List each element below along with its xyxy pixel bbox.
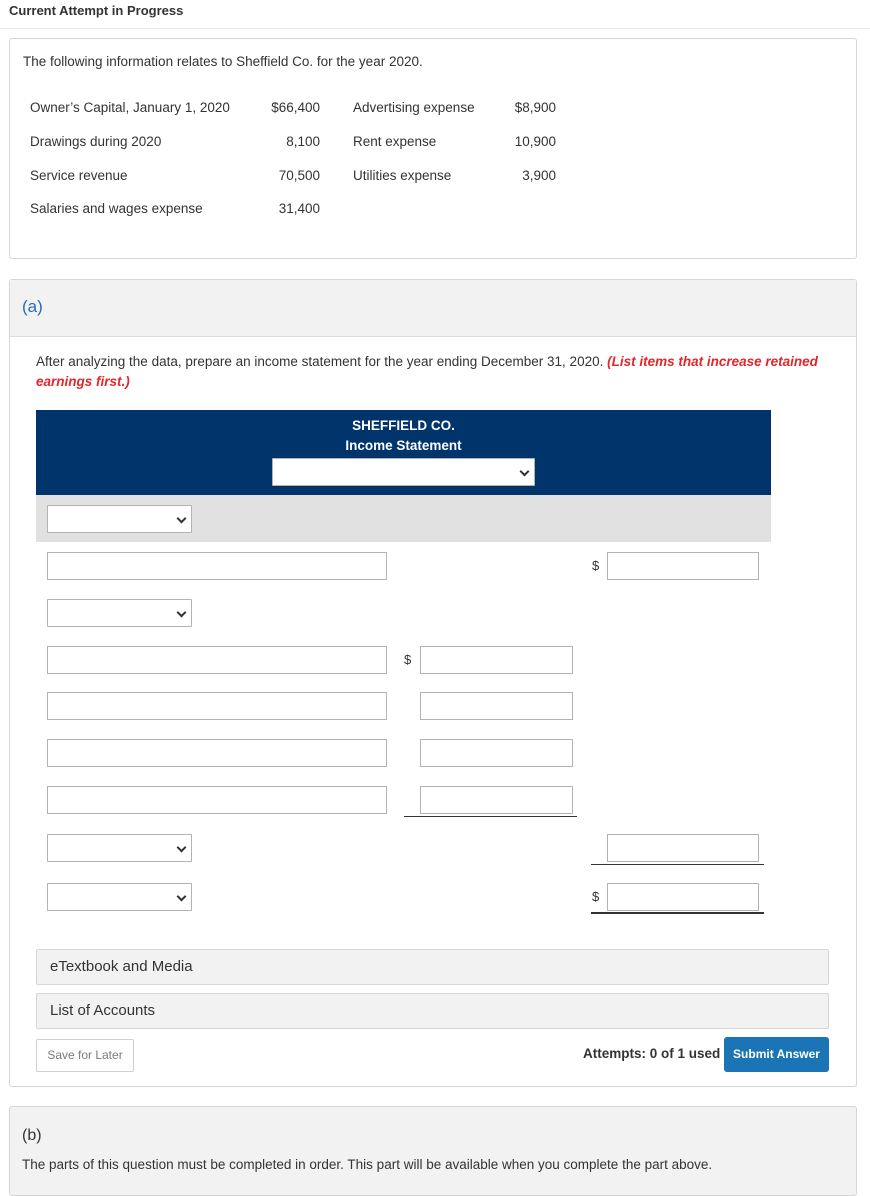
- amount-input-2[interactable]: [420, 646, 573, 674]
- item-value-utilities: 3,900: [522, 168, 556, 183]
- item-value-advertising: $8,900: [514, 100, 556, 115]
- problem-intro: The following information relates to Sheffield Co. for the year 2020.: [23, 54, 423, 69]
- account-input-2[interactable]: [47, 646, 387, 674]
- instruction-note: (List items that increase retained earnings first.): [36, 354, 818, 389]
- item-label-salaries: Salaries and wages expense: [30, 201, 203, 216]
- statement-company: SHEFFIELD CO.: [352, 418, 455, 433]
- chevron-down-icon: [177, 608, 187, 618]
- item-label-drawings: Drawings during 2020: [30, 134, 162, 149]
- submit-answer-button[interactable]: Submit Answer: [724, 1037, 829, 1072]
- chevron-down-icon: [177, 514, 187, 524]
- item-value-service-revenue: 70,500: [278, 168, 320, 183]
- item-value-owners-capital: $66,400: [271, 100, 320, 115]
- double-underline: [591, 912, 764, 914]
- attempts-counter: Attempts: 0 of 1 used: [583, 1046, 721, 1061]
- currency-symbol: $: [592, 889, 600, 904]
- header-divider: [0, 28, 870, 29]
- part-b-message: The parts of this question must be completed in order. This part will be available when you complete the part above.: [22, 1157, 713, 1172]
- account-input-1[interactable]: [47, 552, 387, 580]
- amount-input-4[interactable]: [420, 739, 573, 767]
- chevron-down-icon: [520, 467, 530, 477]
- period-select[interactable]: [272, 458, 535, 486]
- chevron-down-icon: [177, 892, 187, 902]
- amount-input-3[interactable]: [420, 692, 573, 720]
- item-value-drawings: 8,100: [286, 134, 320, 149]
- subtotal-underline: [404, 816, 577, 817]
- item-label-owners-capital: Owner’s Capital, January 1, 2020: [30, 100, 230, 115]
- account-input-5[interactable]: [47, 786, 387, 814]
- currency-symbol: $: [404, 652, 412, 667]
- part-b-label: (b): [22, 1127, 42, 1144]
- total-underline: [591, 864, 764, 865]
- page-title: Current Attempt in Progress: [9, 3, 184, 18]
- amount-input-net-income[interactable]: [607, 883, 759, 911]
- chevron-down-icon: [177, 843, 187, 853]
- total-expenses-select[interactable]: [47, 834, 192, 862]
- amount-input-5[interactable]: [420, 786, 573, 814]
- amount-input-total-expenses[interactable]: [607, 834, 759, 862]
- statement-title: Income Statement: [345, 438, 462, 453]
- item-label-utilities: Utilities expense: [353, 168, 452, 183]
- section-select-expenses[interactable]: [47, 599, 192, 627]
- amount-input-total-revenue[interactable]: [607, 552, 759, 580]
- part-a-header: [10, 280, 856, 337]
- net-income-select[interactable]: [47, 883, 192, 911]
- item-label-service-revenue: Service revenue: [30, 168, 128, 183]
- part-a-instruction: [36, 352, 826, 392]
- save-for-later-button[interactable]: Save for Later: [36, 1039, 134, 1072]
- section-select-revenues[interactable]: [47, 505, 192, 533]
- currency-symbol: $: [592, 558, 600, 573]
- item-label-rent: Rent expense: [353, 134, 437, 149]
- item-label-advertising: Advertising expense: [353, 100, 475, 115]
- account-input-4[interactable]: [47, 739, 387, 767]
- account-input-3[interactable]: [47, 692, 387, 720]
- part-a-label: (a): [22, 297, 43, 316]
- item-value-salaries: 31,400: [278, 201, 320, 216]
- list-of-accounts-link[interactable]: List of Accounts: [36, 993, 829, 1029]
- part-b-panel: [9, 1106, 857, 1196]
- etextbook-link[interactable]: eTextbook and Media: [36, 949, 829, 985]
- instruction-text: After analyzing the data, prepare an income statement for the year ending December 31, 2020.: [36, 354, 604, 369]
- item-value-rent: 10,900: [514, 134, 556, 149]
